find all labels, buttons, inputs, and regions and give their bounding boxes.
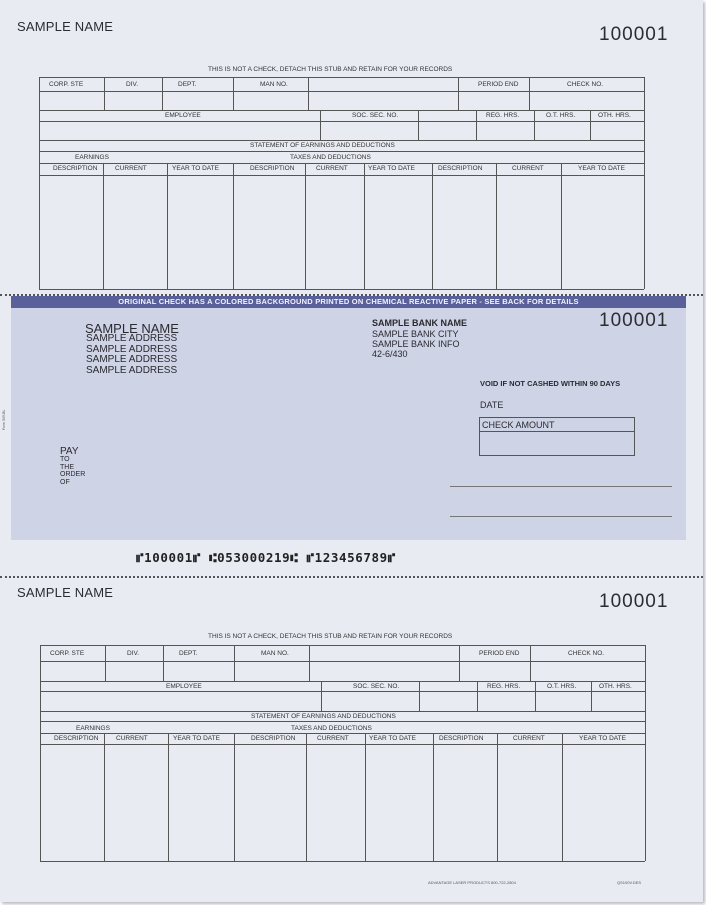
payer-address (86, 334, 177, 376)
stub2-notice: THIS IS NOT A CHECK, DETACH THIS STUB AND RETAIN FOR YOUR RECORDS (208, 633, 453, 640)
stub2-label-period-end: PERIOD END (479, 650, 520, 657)
stub2-check-number: 100001 (599, 591, 669, 612)
label-earnings: EARNINGS (75, 154, 109, 161)
address-line-1: SAMPLE ADDRESS (86, 333, 178, 344)
col-description-1: DESCRIPTION (53, 165, 98, 172)
order-line-4: OF (60, 478, 70, 486)
signature-line (450, 516, 672, 517)
col-description-2: DESCRIPTION (250, 165, 295, 172)
order-of-label (60, 456, 85, 486)
bank-name: SAMPLE BANK NAME (372, 318, 468, 328)
payer-name: SAMPLE NAME (85, 321, 179, 336)
col-ytd-1: YEAR TO DATE (172, 165, 219, 172)
stub2-col-current-1: CURRENT (116, 735, 148, 742)
col-current-3: CURRENT (512, 165, 544, 172)
stub2-label-dept: DEPT. (179, 650, 198, 657)
stub2-label-corp-ste: CORP. STE (50, 650, 85, 657)
order-line-1: TO (60, 456, 70, 463)
stub2-col-current-3: CURRENT (513, 735, 545, 742)
bank-info: SAMPLE BANK INFO (372, 339, 460, 349)
stub2-label-ot-hrs: O.T. HRS. (547, 683, 577, 690)
stub2-label-soc-sec-no: SOC. SEC. NO. (353, 683, 400, 690)
stub2-employee-name: SAMPLE NAME (17, 585, 114, 600)
label-check-no: CHECK NO. (567, 81, 604, 88)
order-line-3: ORDER (60, 471, 86, 478)
check-amount-label: CHECK AMOUNT (482, 420, 555, 430)
perforation-bottom (0, 576, 703, 578)
form-code: QS100V.DES (617, 880, 642, 885)
routing-fraction: 42-6/430 (372, 349, 408, 359)
void-notice: VOID IF NOT CASHED WITHIN 90 DAYS (480, 379, 621, 388)
stub-notice: THIS IS NOT A CHECK, DETACH THIS STUB AND RETAIN FOR YOUR RECORDS (208, 66, 453, 73)
stub2-label-earnings: EARNINGS (76, 725, 110, 732)
stub2-label-man-no: MAN NO. (261, 650, 289, 657)
stub2-label-taxes: TAXES AND DEDUCTIONS (291, 725, 372, 732)
stub2-col-ytd-1: YEAR TO DATE (173, 735, 220, 742)
stub2-col-current-2: CURRENT (317, 735, 349, 742)
vendor-imprint: ADVANTAGE LASER PRODUCTS 800-722-2804 (428, 880, 516, 885)
bank-city: SAMPLE BANK CITY (372, 329, 459, 339)
payee-line (450, 486, 672, 487)
label-employee: EMPLOYEE (165, 112, 201, 119)
stub2-label-statement: STATEMENT OF EARNINGS AND DEDUCTIONS (251, 713, 396, 720)
order-line-2: THE (60, 463, 74, 471)
stub-check-number: 100001 (599, 24, 669, 45)
col-ytd-2: YEAR TO DATE (368, 165, 415, 172)
label-taxes: TAXES AND DEDUCTIONS (290, 154, 371, 161)
address-line-2: SAMPLE ADDRESS (86, 343, 178, 355)
pay-label: PAY (60, 446, 79, 457)
stub2-col-description-3: DESCRIPTION (439, 735, 484, 742)
label-reg-hrs: REG. HRS. (486, 112, 520, 119)
label-dept: DEPT. (178, 81, 197, 88)
micr-line: ⑈100001⑈ ⑆053000219⑆ ⑈123456789⑈ (136, 550, 396, 565)
label-period-end: PERIOD END (478, 81, 519, 88)
stub2-col-description-2: DESCRIPTION (251, 735, 296, 742)
date-label: DATE (480, 400, 504, 410)
label-man-no: MAN NO. (260, 81, 288, 88)
col-ytd-3: YEAR TO DATE (578, 165, 625, 172)
stub2-col-description-1: DESCRIPTION (54, 735, 99, 742)
stub2-col-ytd-3: YEAR TO DATE (579, 735, 626, 742)
label-oth-hrs: OTH. HRS. (598, 112, 631, 119)
col-current-1: CURRENT (115, 165, 147, 172)
stub2-col-ytd-2: YEAR TO DATE (369, 735, 416, 742)
col-current-2: CURRENT (316, 165, 348, 172)
stub2-label-div: DIV. (127, 650, 140, 657)
form-number: Form 509-BL (2, 409, 6, 430)
stub-employee-name: SAMPLE NAME (17, 19, 114, 34)
address-line-3: SAMPLE ADDRESS (86, 354, 178, 365)
stub2-label-oth-hrs: OTH. HRS. (599, 683, 632, 690)
label-div: DIV. (126, 81, 139, 88)
stub2-label-check-no: CHECK NO. (568, 650, 605, 657)
label-soc-sec-no: SOC. SEC. NO. (352, 112, 399, 119)
security-banner: ORIGINAL CHECK HAS A COLORED BACKGROUND PRINTED ON CHEMICAL REACTIVE PAPER - SEE BACK FOR DETAILS (11, 296, 686, 308)
stub2-label-reg-hrs: REG. HRS. (487, 683, 521, 690)
label-corp-ste: CORP. STE (49, 81, 84, 88)
col-description-3: DESCRIPTION (438, 165, 483, 172)
label-ot-hrs: O.T. HRS. (546, 112, 576, 119)
address-line-4: SAMPLE ADDRESS (86, 364, 178, 376)
stub2-label-employee: EMPLOYEE (166, 683, 202, 690)
label-statement: STATEMENT OF EARNINGS AND DEDUCTIONS (250, 142, 395, 149)
check-amount-box (479, 417, 635, 456)
check-number: 100001 (599, 310, 669, 331)
